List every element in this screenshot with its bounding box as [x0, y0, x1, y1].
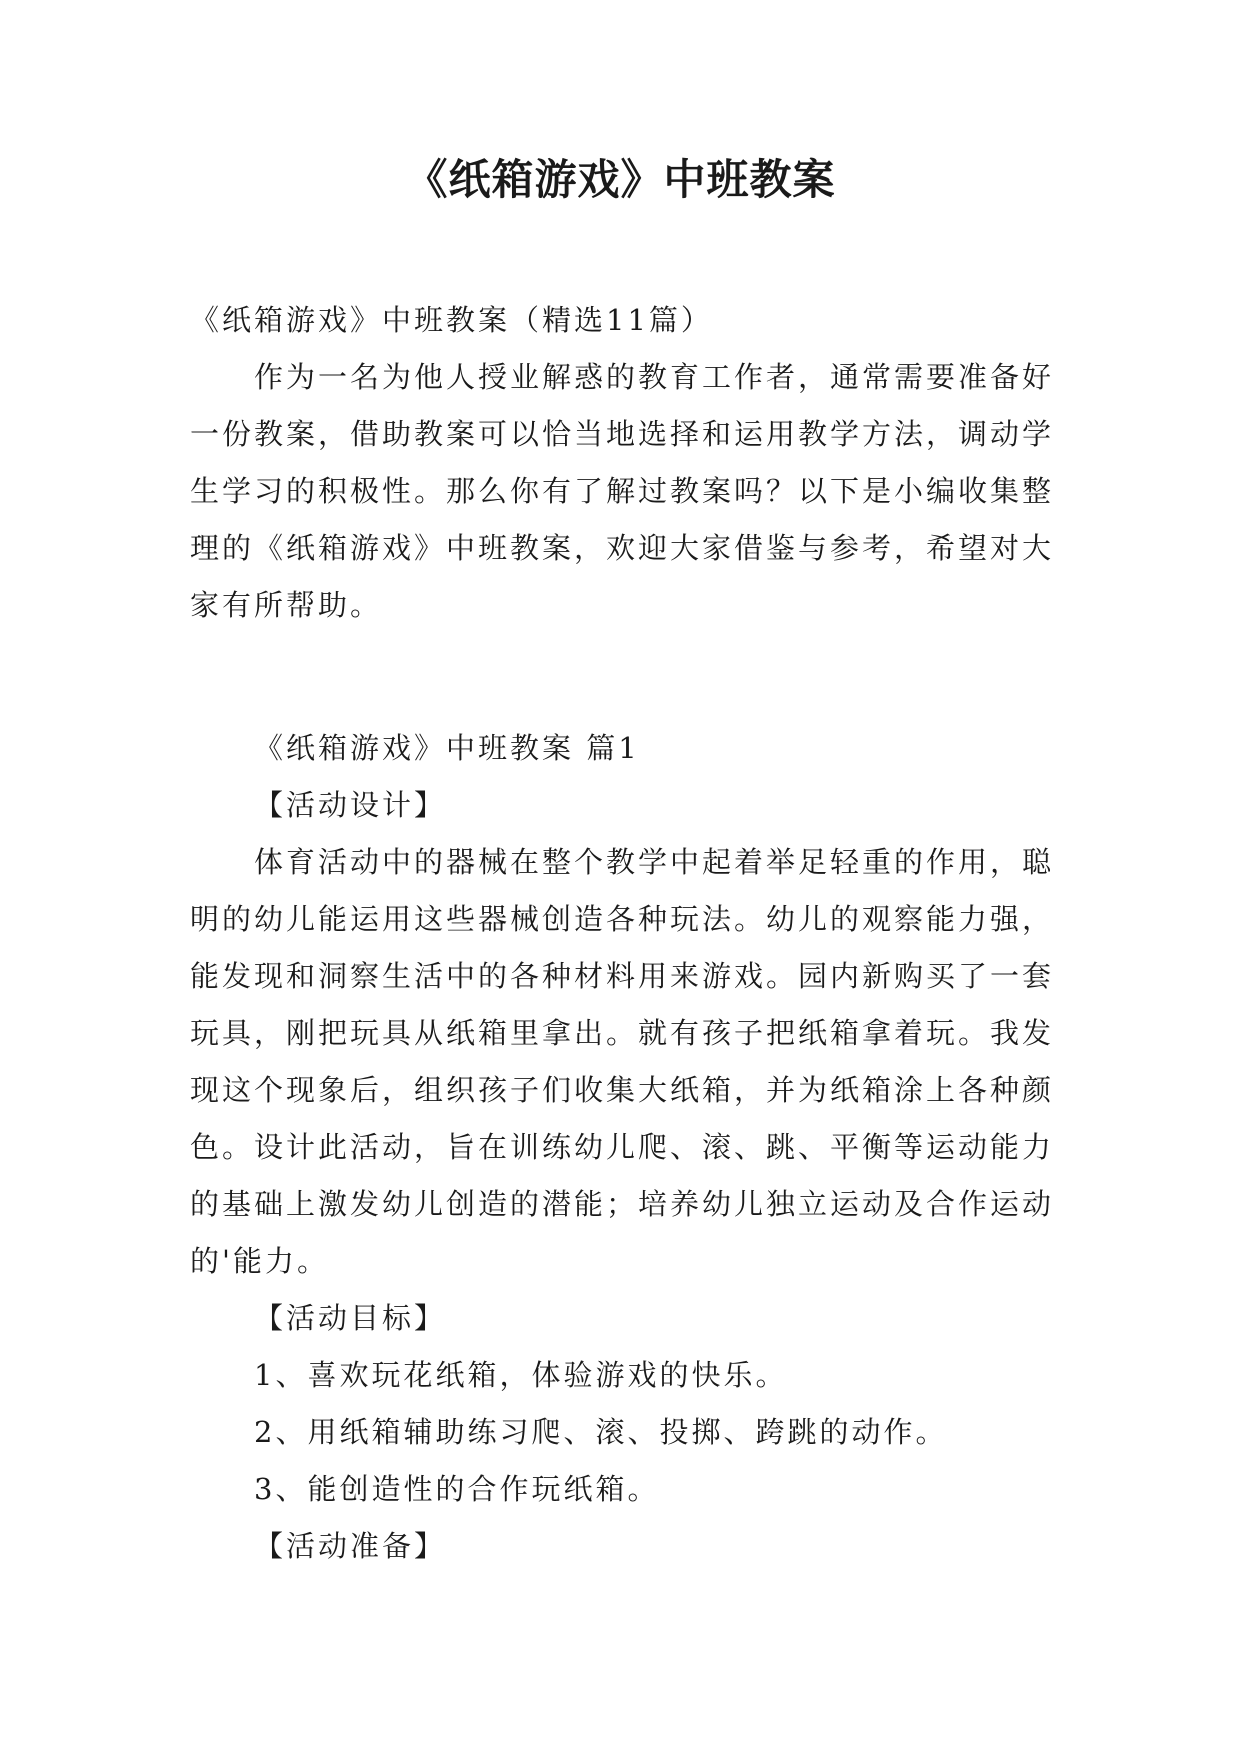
document-body [190, 292, 1070, 1575]
design-heading: 【活动设计】 [254, 788, 447, 822]
prep-heading: 【活动准备】 [254, 1529, 447, 1563]
goal-item-1: 1、喜欢玩花纸箱，体验游戏的快乐。 [254, 1358, 788, 1392]
document-title: 《纸箱游戏》中班教案 [405, 155, 836, 204]
document-subtitle: 《纸箱游戏》中班教案（精选11篇） [190, 303, 713, 337]
goals-heading: 【活动目标】 [254, 1301, 447, 1335]
goal-item-3: 3、能创造性的合作玩纸箱。 [254, 1472, 660, 1506]
design-paragraph: 体育活动中的器械在整个教学中起着举足轻重的作用，聪明的幼儿能运用这些器械创造各种玩法。幼儿的观察能力强，能发现和洞察生活中的各种材料用来游戏。园内新购买了一套玩具，刚把玩具从纸箱里拿出。就有孩子把纸箱拿着玩。我发现这个现象后，组织孩子们收集大纸箱，并为纸箱涂上各种颜色。设计此活动，旨在训练幼儿爬、滚、跳、平衡等运动能力的基础上激发幼儿创造的潜能；培养幼儿独立运动及合作运动的'能力。 [190, 845, 1055, 1278]
intro-paragraph: 作为一名为他人授业解惑的教育工作者，通常需要准备好一份教案，借助教案可以恰当地选择和运用教学方法，调动学生学习的积极性。那么你有了解过教案吗？以下是小编收集整理的《纸箱游戏》中班教案，欢迎大家借鉴与参考，希望对大家有所帮助。 [190, 360, 1055, 622]
section-spacer [190, 634, 1070, 720]
goal-item-2: 2、用纸箱辅助练习爬、滚、投掷、跨跳的动作。 [254, 1415, 948, 1449]
section-heading: 《纸箱游戏》中班教案 篇1 [254, 731, 640, 765]
